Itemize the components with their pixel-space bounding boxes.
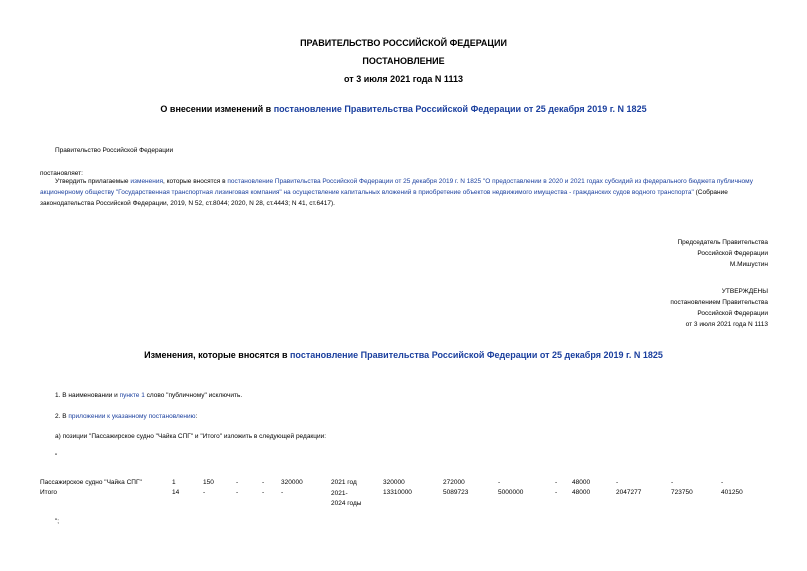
table-cell: -: [281, 489, 284, 496]
changes-title-prefix: Изменения, которые вносятся в: [144, 350, 290, 360]
table-cell: -: [236, 479, 239, 486]
item-1: [55, 392, 242, 399]
table-cell: 5089723: [443, 489, 469, 496]
resolution-1825-link[interactable]: постановление Правительства Российской Федерации от 25 декабря 2019 г. N 1825 "О предоставлении в 2020 и 2021 годах субсидий из федерального бюджета публичному акционерному обществу "Государственная транспортная лизинговая компания" на осуществление капитальных вложений в приобретение объектов недвижимого имущества - гражданских судов водного транспорта": [40, 178, 753, 196]
table-cell: -: [262, 489, 265, 496]
table-cell: 320000: [281, 479, 303, 486]
item-2-link[interactable]: приложении к указанному постановлению: [68, 413, 196, 420]
open-quote: ": [55, 453, 58, 460]
document-title: [0, 104, 807, 114]
table-cell: 150: [203, 479, 214, 486]
table-cell: 723750: [671, 489, 693, 496]
item-1-text-b: слово "публичному" исключить.: [144, 392, 243, 399]
document-title-prefix: О внесении изменений в: [160, 104, 274, 114]
resolution-paragraph: [40, 176, 770, 209]
table-cell: -: [721, 479, 724, 486]
item-2-text-a: 2. В: [55, 413, 69, 420]
table-cell: 401250: [721, 489, 743, 496]
approved-line-4: от 3 июля 2021 года N 1113: [685, 321, 768, 328]
table-cell: 2021- 2024 годы: [331, 490, 362, 507]
resolution-text-a: Утвердить прилагаемые: [55, 178, 131, 185]
changes-title-link[interactable]: постановление Правительства Российской Федерации от 25 декабря 2019 г. N 1825: [290, 350, 663, 360]
signature-name: М.Мишустин: [729, 261, 768, 268]
table-cell: -: [616, 479, 619, 486]
document-type: ПОСТАНОВЛЕНИЕ: [362, 56, 445, 66]
resolves-line: постановляет:: [40, 170, 83, 177]
changes-link[interactable]: изменения: [130, 178, 163, 185]
item-a: а) позиции "Пассажирское судно "Чайка СПГ" и "Итого" изложить в следующей редакции:: [55, 433, 327, 440]
table-cell: -: [555, 479, 558, 486]
table-cell: Пассажирское судно "Чайка СПГ": [40, 479, 142, 486]
item-1-text-a: 1. В наименовании и: [55, 392, 120, 399]
close-quote: ";: [55, 518, 60, 525]
document-date-number: от 3 июля 2021 года N 1113: [344, 74, 463, 84]
table-cell: -: [555, 489, 558, 496]
table-cell: Итого: [40, 489, 58, 496]
changes-title: [0, 350, 807, 360]
government-heading: ПРАВИТЕЛЬСТВО РОССИЙСКОЙ ФЕДЕРАЦИИ: [300, 38, 507, 48]
item-2: [55, 413, 197, 420]
table-cell: 14: [172, 489, 180, 496]
approved-line-3: Российской Федерации: [697, 310, 768, 317]
resolution-text-b: , которые вносятся в: [163, 178, 228, 185]
signature-position-2: Российской Федерации: [697, 250, 768, 257]
table-cell: 320000: [383, 479, 405, 486]
table-cell: 2021 год: [331, 479, 357, 486]
table-cell: -: [203, 489, 206, 496]
table-cell: 2047277: [616, 489, 642, 496]
approved-line-2: постановлением Правительства: [670, 299, 768, 306]
government-line: Правительство Российской Федерации: [55, 147, 174, 154]
document-title-link[interactable]: постановление Правительства Российской Федерации от 25 декабря 2019 г. N 1825: [273, 104, 647, 114]
item-1-link[interactable]: пункте 1: [119, 392, 145, 399]
item-2-text-b: :: [195, 413, 198, 420]
table-cell: -: [262, 479, 265, 486]
table-cell: -: [671, 479, 674, 486]
table-cell: 1: [172, 479, 176, 486]
table-cell: 48000: [572, 489, 591, 496]
table-cell: 48000: [572, 479, 591, 486]
signature-position-1: Председатель Правительства: [677, 239, 768, 246]
resolution-text-c: (Собрание законодательства Российской Федерации, 2019, N 52, ст.8044; 2020, N 28, ст.4443; N 41, ст.6417).: [40, 189, 728, 207]
table-cell: 5000000: [498, 489, 524, 496]
table-cell: 272000: [443, 479, 465, 486]
table-cell: -: [236, 489, 239, 496]
approved-heading: УТВЕРЖДЕНЫ: [721, 288, 768, 295]
table-cell: 13310000: [383, 489, 412, 496]
table-cell: -: [498, 479, 501, 486]
